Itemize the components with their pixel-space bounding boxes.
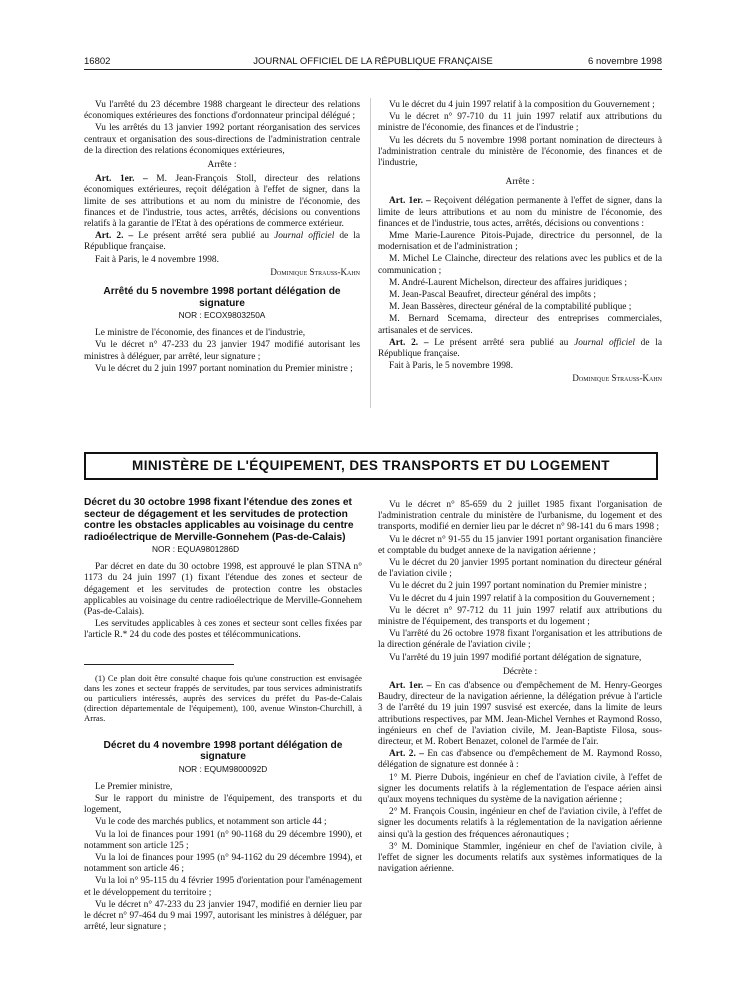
column-top-right — [378, 100, 662, 386]
article-2 — [378, 749, 662, 771]
article-text: de la République française. — [378, 337, 662, 360]
paragraph: Vu le décret n° 85-659 du 2 juillet 1985 fixant l'organisation de l'administration centrale du ministère de l'urbanisme, du logement et des transports, modifié en dernier lieu par le décret n° 98-141 du 6 mars 1998 ; — [378, 500, 662, 533]
list-item: M. André-Laurent Michelson, directeur des affaires juridiques ; — [389, 277, 628, 288]
paragraph: Vu le décret n° 47-233 du 23 janvier 1947 modifié autorisant les ministres à déléguer, par arrêté, leur signature ; — [84, 340, 360, 362]
paragraph: Les servitudes applicables à ces zones et secteur sont celles fixées par l'article R.* 24 du code des postes et télécommunications. — [84, 619, 362, 641]
article-text: Reçoivent délégation permanente à l'effet de signer, dans la limite de leurs attributions et au nom du ministre de l'économie, des finances et de l'industrie, tous actes, arrêtés, décisions ou conventions : — [378, 196, 662, 229]
paragraph: Vu le décret n° 91-55 du 15 janvier 1991 portant organisation financière et comptable du budget annexe de la navigation aérienne ; — [378, 534, 662, 556]
list-item: 1° M. Pierre Dubois, ingénieur en chef de l'aviation civile, à l'effet de signer les documents relatifs à la réglementation de l'espace aérien ainsi qu'aux moyens techniques du système de la navigation aérienne ; — [378, 772, 662, 806]
paragraph: Le Premier ministre, — [95, 781, 173, 792]
article-label: Art. 2. – — [95, 231, 134, 242]
article-label: Art. 2. – — [389, 749, 424, 760]
article-2 — [378, 338, 662, 360]
paragraph: Vu l'arrêté du 19 juin 1997 modifié portant délégation de signature, — [389, 652, 642, 663]
page-number: 16802 — [84, 56, 111, 67]
column-bottom-right — [378, 500, 662, 877]
paragraph: Vu les arrêtés du 13 janvier 1992 portant réorganisation des services centraux et organisation des sous-directions de l'administration centrale de la direction des relations économiques extérieures, — [84, 123, 360, 156]
article-text: M. Jean-François Stoll, directeur des relations économiques extérieures, reçoit délégation à l'effet de signer, dans la limite de ses attributions et au nom du ministre de l'économie, des finances et de l'industrie, tous actes, arrêtés, décisions ou conventions relatifs à la garantie de l'Etat à des opérations de commerce extérieur. — [84, 174, 361, 230]
paragraph: Vu les décrets du 5 novembre 1998 portant nomination de directeurs à l'administration centrale du ministère de l'économie, des finances et de l'industrie, — [378, 135, 662, 169]
article-text: En cas d'absence ou d'empêchement de M. Henry-Georges Baudry, directeur de la navigation aérienne, la délégation prévue à l'article 3 de l'arrêté du 19 juin 1997 susvisé est exercée, dans la limite de leurs attributions respectives, par MM. Jean-Michel Vernhes et Raymond Rosso, ingénieurs en chef de l'aviation civile, M. Jean-Baptiste Filosa, sous-directeur, et M. Robert Benazet, colonel de l'armée de l'air. — [378, 681, 662, 748]
list-item: 2° M. François Cousin, ingénieur en chef de l'aviation civile, à l'effet de signer les documents relatifs à la réglementation de la navigation aérienne ainsi qu'à la gestion des fréquences aéronautiques ; — [378, 807, 662, 840]
decret-title: Décret du 30 octobre 1998 fixant l'étendue des zones et secteur de dégagement et les servitudes de protection contre les obstacles applicables au voisinage du centre radioélectrique de Merville-Gonnehem (Pas-de-Calais) — [84, 497, 354, 543]
fait-a-paris: Fait à Paris, le 4 novembre 1998. — [95, 254, 219, 265]
article-text: En cas d'absence ou d'empêchement de M. Raymond Rosso, délégation de signature est donnée à : — [378, 749, 662, 771]
article-1 — [378, 681, 662, 748]
list-item: Mme Marie-Laurence Pitois-Pujade, directrice du personnel, de la modernisation et de l'administration ; — [378, 231, 662, 253]
paragraph: Vu le décret n° 97-710 du 11 juin 1997 relatif aux attributions du ministre de l'économie, des finances et de l'industrie ; — [378, 112, 662, 134]
paragraph: Vu le décret n° 97-712 du 11 juin 1997 relatif aux attributions du ministre de l'équipement, des transports et du logement ; — [378, 605, 662, 628]
decret-title: Décret du 4 novembre 1998 portant délégation de signature — [103, 739, 343, 763]
paragraph: Vu la loi n° 95-115 du 4 février 1995 d'orientation pour l'aménagement et le développement du territoire ; — [84, 876, 362, 898]
article-label: Art. 1er. – — [95, 174, 148, 185]
column-bottom-left — [84, 497, 362, 934]
paragraph: Par décret en date du 30 octobre 1998, est approuvé le plan STNA n° 1173 du 24 juin 1997 (1) fixant l'étendue des zones et secteur de dégagement et les servitudes de protection contre les obstacles applicables au voisinage du centre radioélectrique de Merville-Gonnehem (Pas-de-Calais). — [84, 562, 362, 618]
signature: Dominique Strauss-Kahn — [270, 266, 360, 277]
footnote: (1) Ce plan doit être consulté chaque fois qu'une construction est envisagée dans les zones et secteur frappés de servitudes, par tous services administratifs ou particuliers intéressés, auprès des services du préfet du Pas-de-Calais (direction départementale de l'équipement), 100, avenue Winston-Churchill, à Arras. — [84, 672, 362, 724]
article-1 — [378, 196, 662, 230]
column-top-left — [84, 100, 360, 376]
article-text: de la République française. — [84, 231, 360, 253]
header-rule — [84, 69, 662, 70]
nor-reference: NOR : ECOX9803250A — [178, 310, 266, 321]
arrete-title: Arrêté du 5 novembre 1998 portant délégation de signature — [103, 286, 341, 309]
paragraph: Le ministre de l'économie, des finances et de l'industrie, — [95, 328, 306, 339]
paragraph: Vu la loi de finances pour 1991 (n° 90-1168 du 29 décembre 1990), et notamment son article 125 ; — [84, 829, 362, 851]
issue-date: 6 novembre 1998 — [588, 56, 662, 67]
list-item: M. Jean Bassères, directeur général de la comptabilité publique ; — [389, 302, 632, 313]
article-1 — [84, 174, 360, 230]
paragraph: Vu le décret du 2 juin 1997 portant nomination du Premier ministre ; — [95, 363, 353, 374]
journal-officiel-text: Journal officiel — [274, 231, 335, 242]
article-text: Le présent arrêté sera publié au — [133, 231, 275, 242]
paragraph: Vu le décret du 2 juin 1997 portant nomination du Premier ministre ; — [389, 581, 647, 592]
paragraph: Vu le décret du 20 janvier 1995 portant nomination du directeur général de l'aviation civile ; — [378, 558, 662, 580]
ministry-banner: MINISTÈRE DE L'ÉQUIPEMENT, DES TRANSPORTS ET DU LOGEMENT — [84, 452, 658, 480]
page-header — [84, 56, 662, 70]
column-divider — [370, 98, 371, 408]
signature: Dominique Strauss-Kahn — [572, 373, 662, 384]
decrete-heading: Décrète : — [502, 666, 538, 677]
paragraph: Vu le décret n° 47-233 du 23 janvier 1947, modifié en dernier lieu par le décret n° 97-464 du 9 mai 1997, autorisant les ministres à déléguer, par arrêté, leur signature ; — [84, 899, 362, 933]
nor-reference: NOR : EQUA9801286D — [152, 544, 240, 554]
paragraph: Vu le code des marchés publics, et notamment son article 44 ; — [95, 817, 327, 828]
list-item: M. Jean-Pascal Beaufret, directeur général des impôts ; — [389, 290, 596, 301]
paragraph: Vu le décret du 4 juin 1997 relatif à la composition du Gouvernement ; — [389, 593, 655, 604]
paragraph: Vu le décret du 4 juin 1997 relatif à la composition du Gouvernement ; — [389, 100, 655, 110]
journal-officiel-text: Journal officiel — [574, 337, 635, 348]
article-text: Le présent arrêté sera publié au — [428, 337, 575, 348]
list-item: M. Michel Le Clainche, directeur des relations avec les publics et de la communication ; — [378, 254, 662, 276]
arrete-heading: Arrête : — [505, 177, 535, 188]
article-label: Art. 2. – — [389, 337, 429, 348]
paragraph: Vu la loi de finances pour 1995 (n° 94-1162 du 29 décembre 1994), et notamment son article 46 ; — [84, 853, 362, 875]
arrete-heading: Arrête : — [207, 160, 237, 171]
fait-a-paris: Fait à Paris, le 5 novembre 1998. — [389, 361, 513, 372]
journal-title: JOURNAL OFFICIEL DE LA RÉPUBLIQUE FRANÇAISE — [253, 56, 493, 67]
nor-reference: NOR : EQUM9800092D — [178, 763, 268, 774]
list-item: M. Bernard Scemama, directeur des entreprises commerciales, artisanales et de services. — [378, 314, 662, 336]
paragraph: Sur le rapport du ministre de l'équipement, des transports et du logement, — [84, 794, 362, 816]
list-item: 3° M. Dominique Stammler, ingénieur en chef de l'aviation civile, à l'effet de signer les documents relatifs aux systèmes informatiques de la navigation aérienne. — [378, 841, 662, 875]
footnote-rule — [84, 664, 234, 665]
article-label: Art. 1er. – — [389, 681, 432, 692]
paragraph: Vu l'arrêté du 26 octobre 1978 fixant l'organisation et les attributions de la direction générale de l'aviation civile ; — [378, 629, 662, 651]
article-label: Art. 1er. – — [389, 196, 431, 207]
article-2 — [84, 231, 360, 253]
paragraph: Vu l'arrêté du 23 décembre 1988 chargeant le directeur des relations économiques extérieures des fonctions d'ordonnateur principal délégué ; — [84, 100, 360, 122]
